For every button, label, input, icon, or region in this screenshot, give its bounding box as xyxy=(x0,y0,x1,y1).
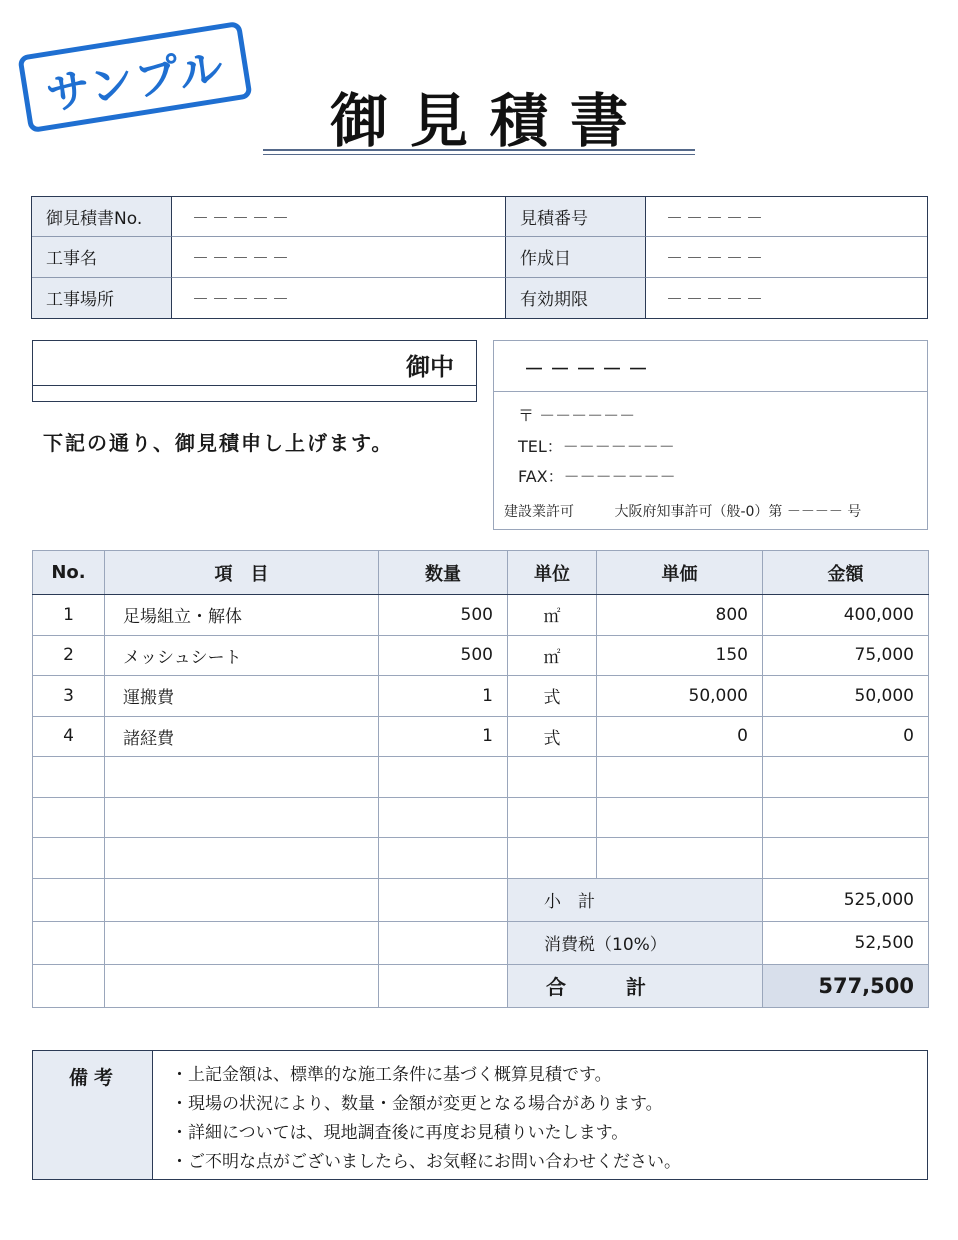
sample-stamp xyxy=(17,21,252,133)
estimate-no-label: 御見積書No. xyxy=(32,197,172,237)
tax-value: 52,500 xyxy=(763,921,929,964)
note-item: ・ ご不明な点がございましたら、お気軽にお問い合わせください。 xyxy=(171,1148,681,1177)
subtotal-value: 525,000 xyxy=(763,878,929,921)
row-price: 0 xyxy=(597,716,763,757)
title-underline-thin xyxy=(263,154,695,155)
intro-text: 下記の通り、御見積申し上げます。 xyxy=(43,431,394,455)
note-item: ・ 詳細については、現地調査後に再度お見積りいたします。 xyxy=(171,1119,681,1148)
row-price: 800 xyxy=(597,595,763,636)
note-item: ・ 上記金額は、標準的な施工条件に基づく概算見積です。 xyxy=(171,1061,681,1090)
subtotal-row xyxy=(33,878,929,921)
row-amount: 0 xyxy=(763,716,929,757)
table-header-row xyxy=(33,551,929,595)
empty-row xyxy=(33,757,929,798)
ref-no-label: 見積番号 xyxy=(506,197,646,237)
company-name: －－－－－ xyxy=(524,357,654,381)
notes-label: 備考 xyxy=(33,1051,153,1179)
client-honorific: 御中 xyxy=(406,353,454,381)
table-row xyxy=(33,676,929,717)
site-label: 工事場所 xyxy=(32,278,172,318)
created-date-value: －－－－－ xyxy=(646,237,927,277)
table-row xyxy=(33,595,929,636)
header-unit: 単位 xyxy=(508,551,597,595)
row-price: 50,000 xyxy=(597,676,763,717)
header-price: 単価 xyxy=(597,551,763,595)
site-value: －－－－－ xyxy=(172,278,506,318)
validity-value: －－－－－ xyxy=(666,290,766,311)
header-item: 項 目 xyxy=(105,551,379,595)
row-amount: 75,000 xyxy=(763,635,929,676)
subtotal-label: 小 計 xyxy=(508,878,763,921)
header-amount: 金額 xyxy=(763,551,929,595)
ref-no-value: －－－－－ xyxy=(646,197,927,237)
created-date-label: 作成日 xyxy=(506,237,646,277)
company-license xyxy=(504,501,861,521)
document-title: 御見積書 xyxy=(329,87,650,155)
company-zip: 〒 －－－－－－ xyxy=(518,406,636,425)
empty-row xyxy=(33,797,929,838)
tax-label: 消費税（10%） xyxy=(508,921,763,964)
company-box xyxy=(493,340,928,530)
row-price: 150 xyxy=(597,635,763,676)
license-label: 建設業許可 xyxy=(504,504,574,520)
row-no: 1 xyxy=(33,595,105,636)
row-qty: 500 xyxy=(379,595,508,636)
row-qty: 1 xyxy=(379,676,508,717)
table-row xyxy=(33,635,929,676)
license-text: 大阪府知事許可（般-0）第 －－－－ 号 xyxy=(614,504,862,520)
info-table xyxy=(31,196,928,319)
row-unit: 式 xyxy=(508,716,597,757)
row-unit: ㎡ xyxy=(508,595,597,636)
tax-row xyxy=(33,921,929,964)
company-tel: TEL：－－－－－－－ xyxy=(518,437,675,456)
client-box xyxy=(32,340,477,402)
items-table xyxy=(32,550,929,1008)
notes-list xyxy=(153,1051,681,1179)
row-amount: 50,000 xyxy=(763,676,929,717)
row-qty: 1 xyxy=(379,716,508,757)
row-qty: 500 xyxy=(379,635,508,676)
header-qty: 数量 xyxy=(379,551,508,595)
company-fax: FAX：－－－－－－－ xyxy=(518,467,676,486)
total-label: 合 計 xyxy=(508,964,763,1007)
row-item: メッシュシート xyxy=(105,635,379,676)
row-unit: 式 xyxy=(508,676,597,717)
project-name-label: 工事名 xyxy=(32,237,172,277)
row-item: 運搬費 xyxy=(105,676,379,717)
title-underline xyxy=(263,149,695,151)
estimate-no-value: －－－－－ xyxy=(172,197,506,237)
row-no: 3 xyxy=(33,676,105,717)
project-name-value: －－－－－ xyxy=(172,237,506,277)
client-underline xyxy=(33,385,476,386)
empty-row xyxy=(33,838,929,879)
row-no: 2 xyxy=(33,635,105,676)
header-no: No. xyxy=(33,551,105,595)
row-item: 足場組立・解体 xyxy=(105,595,379,636)
notes-box xyxy=(32,1050,928,1180)
total-row xyxy=(33,964,929,1007)
row-unit: ㎡ xyxy=(508,635,597,676)
row-item: 諸経費 xyxy=(105,716,379,757)
total-value: 577,500 xyxy=(763,964,929,1007)
table-row xyxy=(33,716,929,757)
note-item: ・ 現場の状況により、数量・金額が変更となる場合があります。 xyxy=(171,1090,681,1119)
row-amount: 400,000 xyxy=(763,595,929,636)
sample-stamp-text: サンプル xyxy=(42,42,229,121)
validity-label: 有効期限 xyxy=(506,278,646,318)
row-no: 4 xyxy=(33,716,105,757)
company-divider xyxy=(494,391,927,392)
